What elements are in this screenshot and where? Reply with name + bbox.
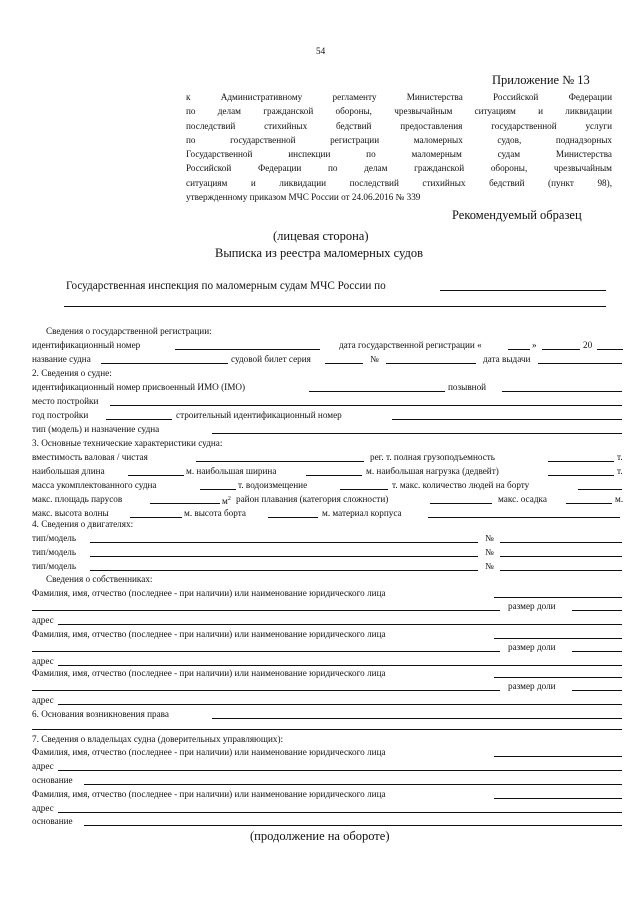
holder-address-row bbox=[0, 760, 640, 773]
ticket-no-field[interactable] bbox=[386, 363, 476, 364]
id-number-label: идентификационный номер bbox=[32, 340, 141, 350]
issue-date-field[interactable] bbox=[538, 363, 622, 364]
engine-row bbox=[0, 546, 640, 559]
appendix-line: Российской Федерации по делам гражданской обороны, чрезвычайным bbox=[186, 163, 612, 174]
holder-fio-row bbox=[0, 788, 640, 801]
year-prefix: 20 bbox=[583, 340, 593, 350]
engine-type-label: тип/модель bbox=[32, 533, 77, 543]
engine-no-field[interactable] bbox=[500, 556, 622, 557]
vessel-name-label: название судна bbox=[32, 354, 91, 364]
sec2-row2 bbox=[0, 395, 640, 408]
owner-address-label: адрес bbox=[32, 615, 54, 625]
length-label: наибольшая длина bbox=[32, 466, 105, 476]
owner-fio-row bbox=[0, 587, 640, 600]
build-id-field[interactable] bbox=[392, 419, 622, 420]
owner-fio-field-2[interactable] bbox=[32, 610, 500, 611]
width-label: м. наибольшая ширина bbox=[186, 466, 277, 476]
owner-fio-label: Фамилия, имя, отчество (последнее - при наличии) или наименование юридического лица bbox=[32, 668, 386, 678]
mass-field[interactable] bbox=[200, 489, 236, 490]
sec3-row2 bbox=[0, 465, 640, 478]
owner-share-row bbox=[0, 600, 640, 613]
holder-address-label: адрес bbox=[32, 761, 54, 771]
build-place-label: место постройки bbox=[32, 396, 99, 406]
sec2-row3 bbox=[0, 409, 640, 422]
appendix-line: Государственной инспекции по маломерным судам Министерства bbox=[186, 149, 612, 160]
appendix-line: ситуациям и ликвидации последствий стихийных бедствий (пункт 98), bbox=[186, 177, 612, 188]
holder-fio-label: Фамилия, имя, отчество (последнее - при наличии) или наименование юридического лица bbox=[32, 747, 386, 757]
holder-fio-row bbox=[0, 746, 640, 759]
sec2-row1 bbox=[0, 381, 640, 394]
appendix-line: последствий стихийных бедствий предоставления государственной услуги bbox=[186, 120, 612, 131]
sec3-row1 bbox=[0, 451, 640, 464]
owner-fio-label: Фамилия, имя, отчество (последнее - при наличии) или наименование юридического лица bbox=[32, 629, 386, 639]
owner-fio-field[interactable] bbox=[494, 638, 622, 639]
max-load-label: м. наибольшая нагрузка (дедвейт) bbox=[366, 466, 499, 476]
issue-date-label: дата выдачи bbox=[483, 354, 531, 364]
inspection-label: Государственная инспекция по маломерным судам МЧС России по bbox=[66, 280, 386, 292]
owner-fio-field-2[interactable] bbox=[32, 651, 500, 652]
tonnage-label: вместимость валовая / чистая bbox=[32, 452, 148, 462]
owner-address-row bbox=[0, 614, 640, 627]
sec4-heading-row bbox=[0, 518, 640, 531]
share-label: размер доли bbox=[508, 601, 556, 611]
holder-address-label: адрес bbox=[32, 803, 54, 813]
sec2-heading-row bbox=[0, 367, 640, 380]
engine-type-label: тип/модель bbox=[32, 547, 77, 557]
holder-basis-row bbox=[0, 815, 640, 828]
callsign-field[interactable] bbox=[502, 391, 622, 392]
wave-label: макс. высота волны bbox=[32, 508, 109, 518]
sec2-row4 bbox=[0, 423, 640, 436]
holder-basis-field[interactable] bbox=[84, 784, 622, 785]
displacement-field[interactable] bbox=[340, 489, 388, 490]
appendix-line: утвержденному приказом МЧС России от 24.06.2016 № 339 bbox=[186, 192, 421, 203]
holder-address-field[interactable] bbox=[58, 770, 622, 771]
inspection-field-2[interactable] bbox=[64, 306, 606, 307]
unit-t: т. bbox=[617, 466, 623, 476]
owner-fio-row bbox=[0, 628, 640, 641]
appendix-title: Приложение № 13 bbox=[492, 73, 590, 87]
sec5-heading-row bbox=[0, 573, 640, 586]
engine-row bbox=[0, 560, 640, 573]
sec6-row bbox=[0, 708, 640, 721]
owner-fio-row bbox=[0, 667, 640, 680]
draft-field[interactable] bbox=[566, 503, 612, 504]
engine-no-field[interactable] bbox=[500, 570, 622, 571]
ticket-series-label: судовой билет серия bbox=[231, 354, 311, 364]
appendix-text bbox=[186, 90, 612, 204]
people-label: т. макс. количество людей на борту bbox=[392, 480, 530, 490]
appendix-line: по делам гражданской обороны, чрезвычайным ситуациям и ликвидации bbox=[186, 106, 612, 117]
engine-type-field[interactable] bbox=[90, 570, 478, 571]
deadweight-label: рег. т. полная грузоподъемность bbox=[370, 452, 495, 462]
sec2-heading: 2. Сведения о судне: bbox=[32, 368, 112, 378]
holder-basis-field[interactable] bbox=[84, 825, 622, 826]
build-place-field[interactable] bbox=[110, 405, 622, 406]
share-label: размер доли bbox=[508, 681, 556, 691]
engine-row bbox=[0, 532, 640, 545]
holder-fio-field[interactable] bbox=[494, 798, 622, 799]
owner-share-row bbox=[0, 641, 640, 654]
appendix-line: по государственной регистрации маломерных судов, поднадзорных bbox=[186, 134, 612, 145]
rights-basis-field[interactable] bbox=[212, 718, 622, 719]
page-number: 54 bbox=[316, 46, 326, 56]
sec5-heading: Сведения о собственниках: bbox=[46, 574, 153, 584]
reg-date-label: дата государственной регистрации « bbox=[339, 340, 482, 350]
holder-fio-field[interactable] bbox=[494, 756, 622, 757]
continuation-note: (продолжение на обороте) bbox=[250, 829, 390, 843]
imo-field[interactable] bbox=[309, 391, 445, 392]
unit-t: т. bbox=[617, 452, 623, 462]
reg-date-quote: » bbox=[532, 340, 537, 350]
width-field[interactable] bbox=[306, 475, 362, 476]
build-year-field[interactable] bbox=[106, 419, 172, 420]
displacement-label: т. водоизмещение bbox=[238, 480, 308, 490]
tonnage-field[interactable] bbox=[196, 461, 364, 462]
sec3-heading-row bbox=[0, 437, 640, 450]
sec1-row1 bbox=[0, 339, 640, 352]
imo-label: идентификационный номер присвоенный ИМО (IMO) bbox=[32, 382, 246, 392]
owner-share-row bbox=[0, 680, 640, 693]
sec3-heading: 3. Основные технические характеристики судна: bbox=[32, 438, 223, 448]
mass-label: масса укомплектованного судна bbox=[32, 480, 157, 490]
type-purpose-label: тип (модель) и назначение судна bbox=[32, 424, 160, 434]
reg-year-field[interactable] bbox=[597, 349, 623, 350]
sec3-row4 bbox=[0, 493, 640, 506]
unit-m2-sup: 2 bbox=[227, 496, 231, 502]
nav-area-field[interactable] bbox=[430, 503, 492, 504]
sec7-heading-row bbox=[0, 733, 640, 746]
sec6-heading: 6. Основания возникновения права bbox=[32, 709, 169, 719]
sec1-heading-row bbox=[0, 325, 640, 338]
owner-fio-field[interactable] bbox=[494, 597, 622, 598]
sec3-row3 bbox=[0, 479, 640, 492]
engine-type-field[interactable] bbox=[90, 556, 478, 557]
hull-material-label: м. материал корпуса bbox=[322, 508, 402, 518]
sail-area-label: макс. площадь парусов bbox=[32, 494, 123, 504]
nav-area-label: район плавания (категория сложности) bbox=[236, 494, 389, 504]
owner-address-field[interactable] bbox=[58, 624, 622, 625]
callsign-label: позывной bbox=[448, 382, 487, 392]
share-field[interactable] bbox=[572, 651, 622, 652]
max-load-field[interactable] bbox=[548, 475, 614, 476]
unit-m2-text: м bbox=[222, 496, 228, 506]
sec4-heading: 4. Сведения о двигателях: bbox=[32, 519, 134, 529]
build-year-label: год постройки bbox=[32, 410, 89, 420]
sec1-row2 bbox=[0, 353, 640, 366]
board-height-label: м. высота борта bbox=[184, 508, 246, 518]
draft-label: макс. осадка bbox=[498, 494, 547, 504]
owner-address-label: адрес bbox=[32, 695, 54, 705]
holder-address-field[interactable] bbox=[58, 812, 622, 813]
engine-no-label: № bbox=[485, 561, 494, 571]
holder-address-row bbox=[0, 802, 640, 815]
length-field[interactable] bbox=[128, 475, 184, 476]
engine-type-field[interactable] bbox=[90, 542, 478, 543]
holder-basis-row bbox=[0, 774, 640, 787]
people-field[interactable] bbox=[578, 489, 622, 490]
sec1-heading: Сведения о государственной регистрации: bbox=[46, 326, 212, 336]
share-field[interactable] bbox=[572, 690, 622, 691]
recommended-sample: Рекомендуемый образец bbox=[452, 208, 582, 222]
holder-basis-label: основание bbox=[32, 816, 73, 826]
ticket-series-field[interactable] bbox=[325, 363, 363, 364]
owner-address-field[interactable] bbox=[58, 704, 622, 705]
share-label: размер доли bbox=[508, 642, 556, 652]
appendix-line: к Административному регламенту Министерства Российской Федерации bbox=[186, 92, 612, 102]
reg-month-field[interactable] bbox=[542, 349, 580, 350]
holder-basis-label: основание bbox=[32, 775, 73, 785]
build-id-label: строительный идентификационный номер bbox=[176, 410, 342, 420]
unit-m2 bbox=[222, 493, 231, 508]
sec7-heading: 7. Сведения о владельцах судна (доверительных управляющих): bbox=[32, 734, 284, 744]
owner-address-row bbox=[0, 694, 640, 707]
owner-fio-label: Фамилия, имя, отчество (последнее - при наличии) или наименование юридического лица bbox=[32, 588, 386, 598]
document-title: Выписка из реестра маломерных судов bbox=[215, 246, 423, 260]
vessel-name-field[interactable] bbox=[101, 363, 228, 364]
owner-address-field[interactable] bbox=[58, 665, 622, 666]
side-label: (лицевая сторона) bbox=[273, 229, 369, 243]
deadweight-field[interactable] bbox=[548, 461, 614, 462]
rights-basis-field-2[interactable] bbox=[32, 729, 622, 730]
inspection-field[interactable] bbox=[440, 290, 606, 291]
engine-no-label: № bbox=[485, 547, 494, 557]
sail-area-field[interactable] bbox=[150, 503, 220, 504]
id-number-field[interactable] bbox=[175, 349, 320, 350]
owner-fio-field[interactable] bbox=[494, 677, 622, 678]
share-field[interactable] bbox=[572, 610, 622, 611]
engine-type-label: тип/модель bbox=[32, 561, 77, 571]
holder-fio-label: Фамилия, имя, отчество (последнее - при наличии) или наименование юридического лица bbox=[32, 789, 386, 799]
unit-m: м. bbox=[615, 494, 624, 504]
ticket-no-label: № bbox=[370, 354, 379, 364]
type-purpose-field[interactable] bbox=[212, 433, 622, 434]
reg-day-field[interactable] bbox=[508, 349, 530, 350]
owner-fio-field-2[interactable] bbox=[32, 690, 500, 691]
engine-no-field[interactable] bbox=[500, 542, 622, 543]
engine-no-label: № bbox=[485, 533, 494, 543]
owner-address-label: адрес bbox=[32, 656, 54, 666]
